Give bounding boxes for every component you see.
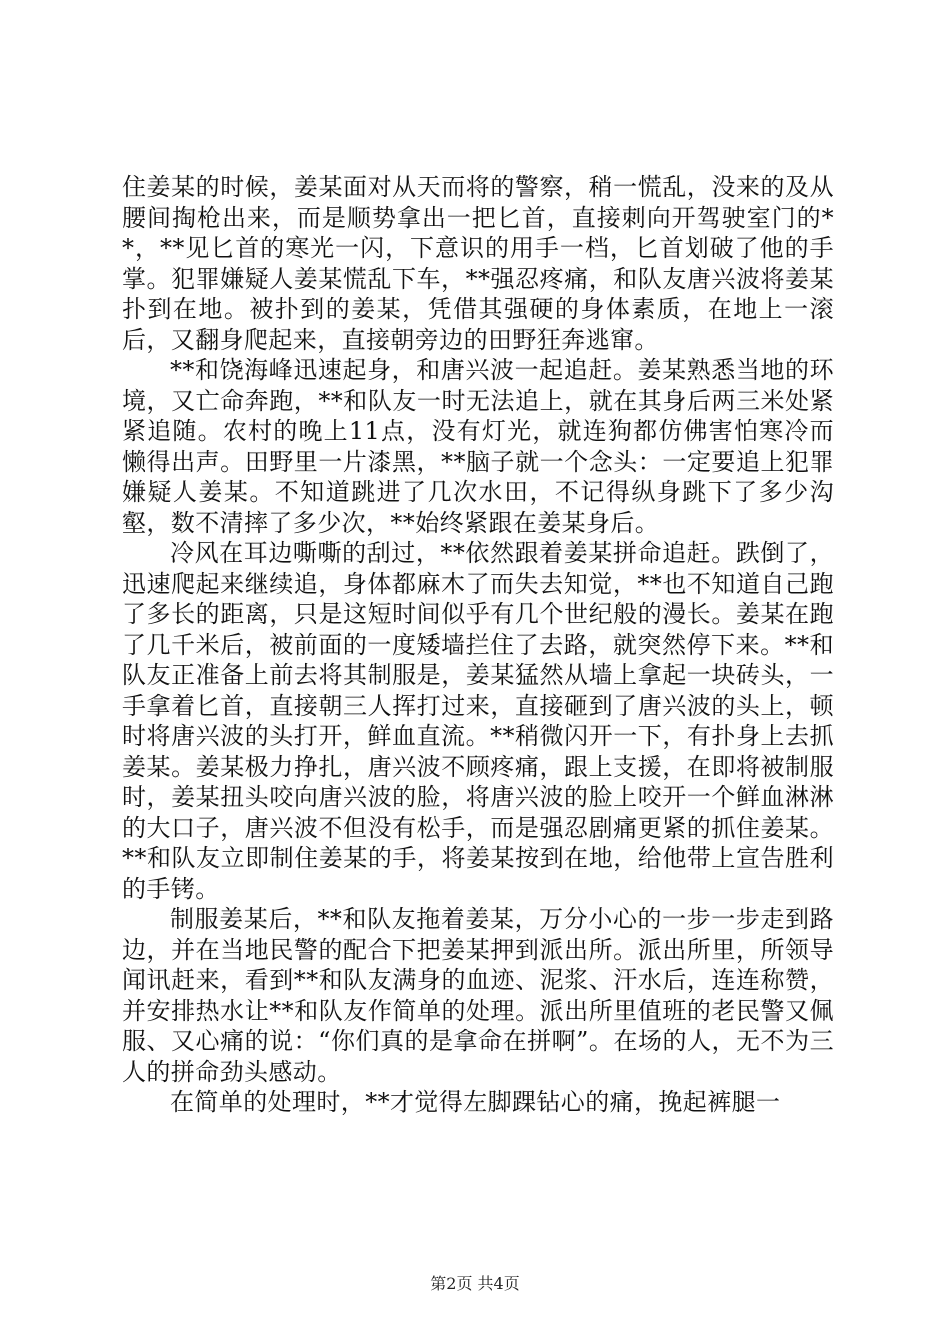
paragraph-5: 在简单的处理时，**才觉得左脚踝钻心的痛，挽起裤腿一 [170, 1088, 781, 1116]
paragraph-1: 住姜某的时候，姜某面对从天而将的警察，稍一慌乱，没来的及从腰间掏枪出来，而是顺势拿出一把匕首，直接刺向开驾驶室门的**，**见匕首的寒光一闪，下意识的用手一档，匕首划破了他的手掌。犯罪嫌疑人姜某慌乱下车，**强忍疼痛，和队友唐兴波将姜某扑到在地。被扑到的姜某，凭借其强硬的身体素质，在地上一滚后，又翻身爬起来，直接朝旁边的田野狂奔逃窜。 [122, 173, 834, 354]
page-number-footer: 第2页 共4页 [430, 1274, 520, 1293]
paragraph-4: 制服姜某后，**和队友拖着姜某，万分小心的一步一步走到路边，并在当地民警的配合下把姜某押到派出所。派出所里，所领导闻讯赶来，看到**和队友满身的血迹、泥浆、汗水后，连连称赞，并安排热水让**和队友作简单的处理。派出所里值班的老民警又佩服、又心痛的说：“你们真的是拿命在拼啊”。在场的人，无不为三人的拼命劲头感动。 [122, 905, 834, 1086]
paragraph-3: 冷风在耳边嘶嘶的刮过，**依然跟着姜某拼命追赶。跌倒了，迅速爬起来继续追，身体都麻木了而失去知觉，**也不知道自己跑了多长的距离，只是这短时间似乎有几个世纪般的漫长。姜某在跑了几千米后，被前面的一度矮墙拦住了去路，就突然停下来。**和队友正准备上前去将其制服是，姜某猛然从墙上拿起一块砖头，一手拿着匕首，直接朝三人挥打过来，直接砸到了唐兴波的头上，顿时将唐兴波的头打开，鲜血直流。**稍微闪开一下，有扑身上去抓姜某。姜某极力挣扎，唐兴波不顾疼痛，跟上支援，在即将被制服时，姜某扭头咬向唐兴波的脸，将唐兴波的脸上咬开一个鲜血淋淋的大口子，唐兴波不但没有松手，而是强忍剧痛更紧的抓住姜某。**和队友立即制住姜某的手，将姜某按到在地，给他带上宣告胜利的手铐。 [122, 539, 834, 903]
page-body [122, 172, 834, 1118]
paragraph-2: **和饶海峰迅速起身，和唐兴波一起追赶。姜某熟悉当地的环境，又亡命奔跑，**和队友一时无法追上，就在其身后两三米处紧紧追随。农村的晚上11点，没有灯光，就连狗都仿佛害怕寒冷而懒得出声。田野里一片漆黑，**脑子就一个念头：一定要追上犯罪嫌疑人姜某。不知道跳进了几次水田，不记得纵身跳下了多少沟壑，数不清摔了多少次，**始终紧跟在姜某身后。 [122, 356, 834, 537]
